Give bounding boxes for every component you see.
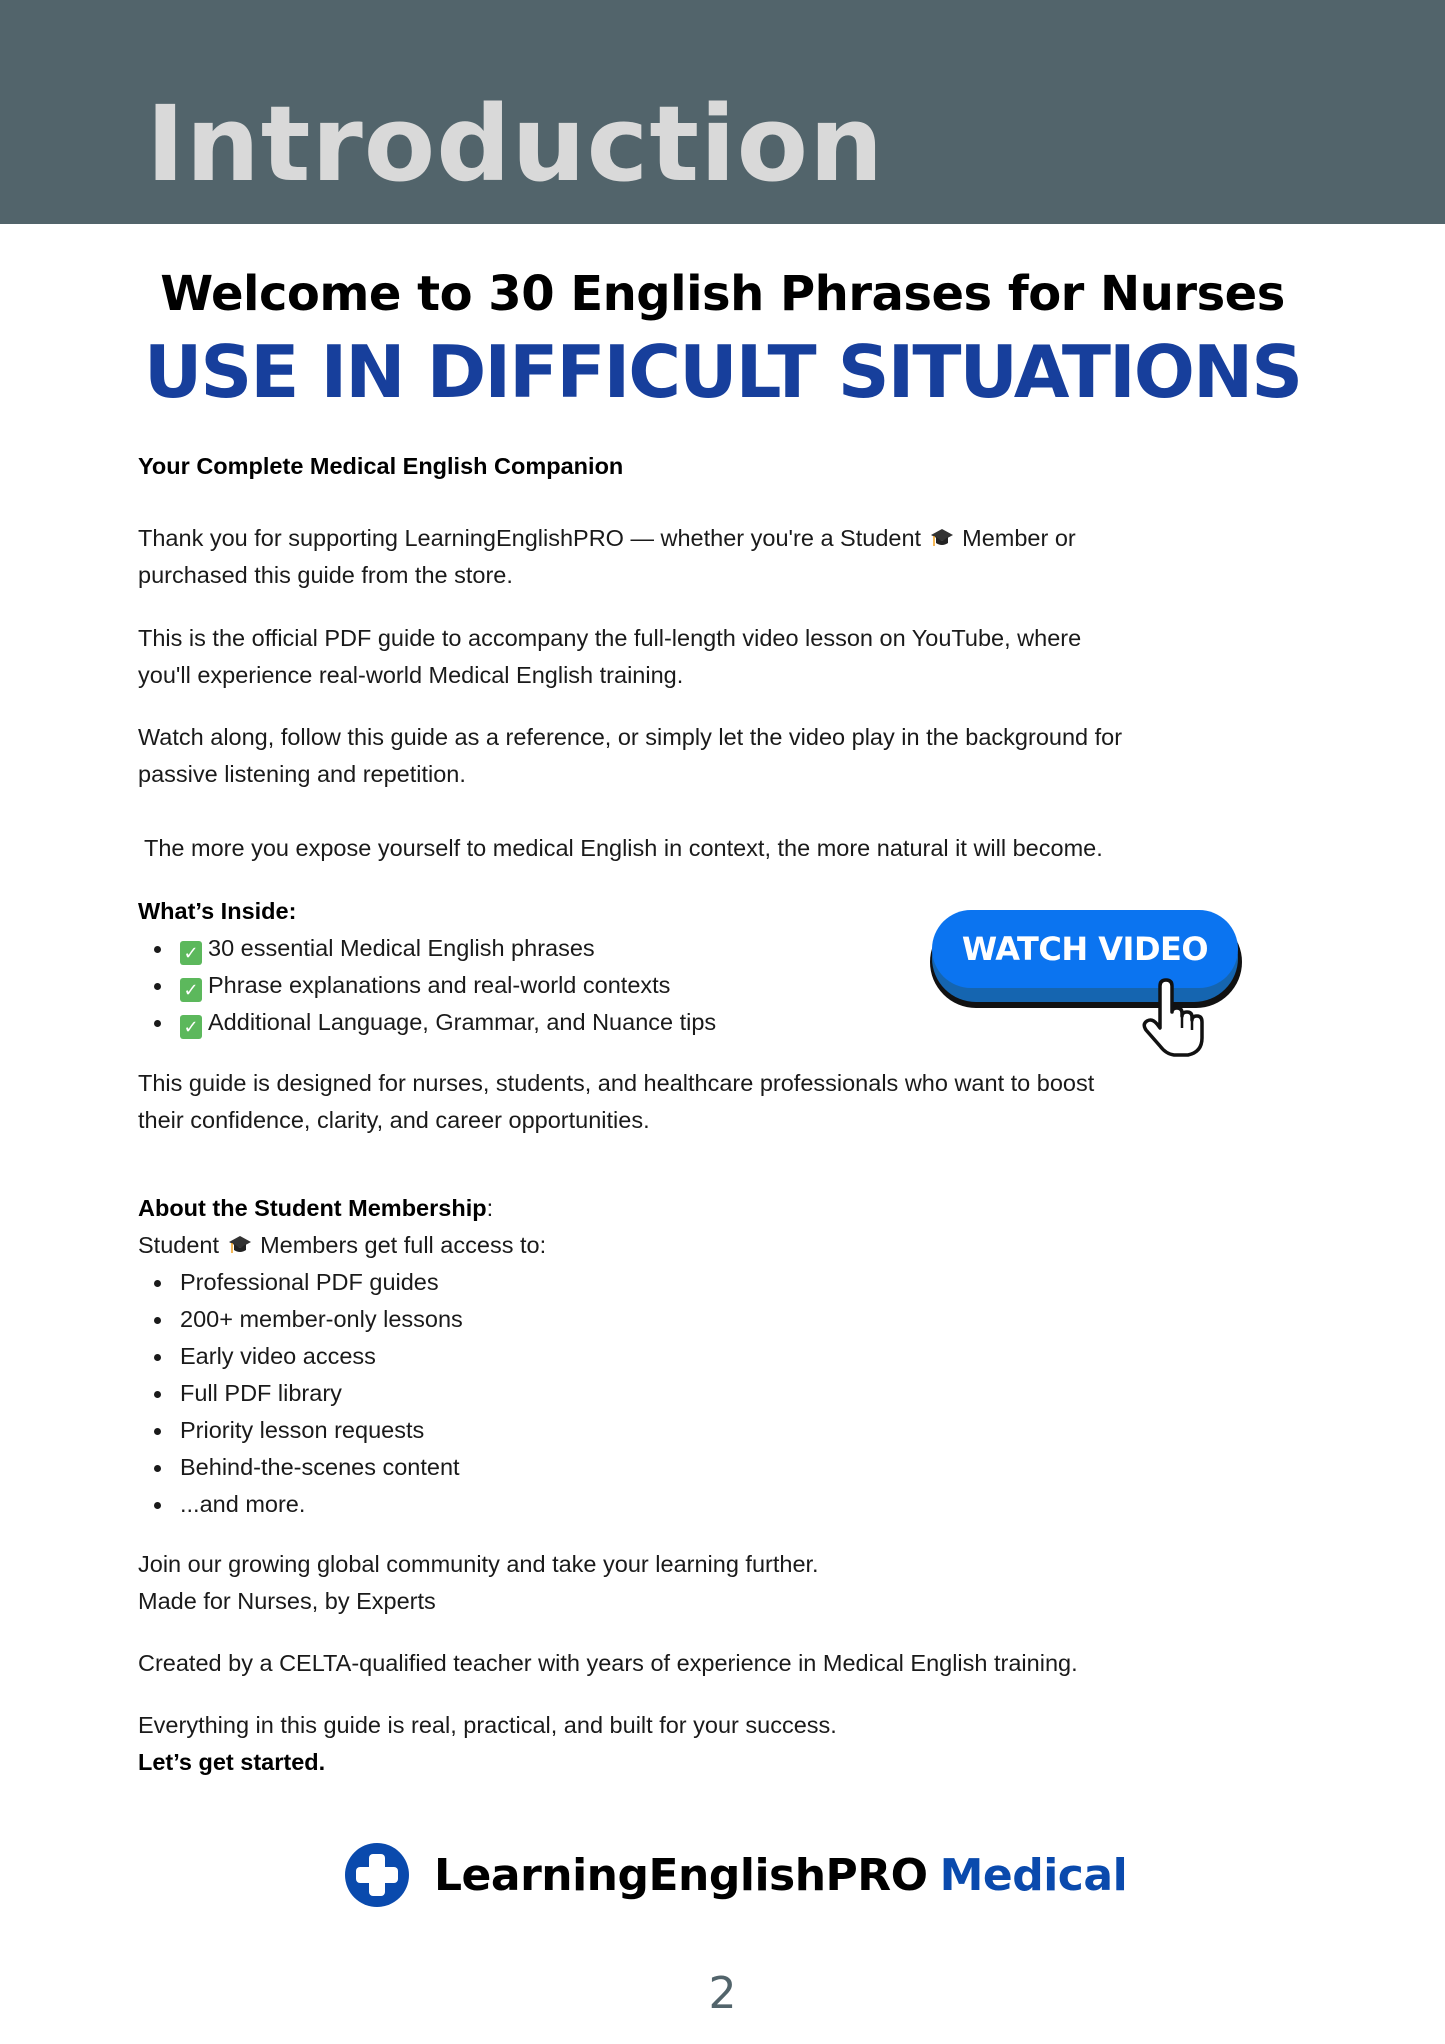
list-item: Behind-the-scenes content xyxy=(138,1449,1318,1486)
watch-video-label: WATCH VIDEO xyxy=(961,930,1209,968)
list-item: Full PDF library xyxy=(138,1375,1318,1412)
membership-benefits-list xyxy=(138,1264,1318,1523)
list-item-label: 30 essential Medical English phrases xyxy=(208,935,595,961)
membership-colon: : xyxy=(486,1195,494,1221)
companion-heading: Your Complete Medical English Companion xyxy=(138,453,624,479)
membership-intro-text-2: Members get full access to: xyxy=(260,1232,547,1258)
official-line-1: This is the official PDF guide to accompany the full-length video lesson on YouTube, where xyxy=(138,625,1082,651)
made-for-line: Made for Nurses, by Experts xyxy=(138,1588,436,1614)
join-line: Join our growing global community and take your learning further. xyxy=(138,1551,819,1577)
brand-logo-lockup xyxy=(344,1842,1127,1908)
list-item-label: Additional Language, Grammar, and Nuance tips xyxy=(208,1009,717,1035)
page-number: 2 xyxy=(708,1968,737,2019)
watch-line-1: Watch along, follow this guide as a reference, or simply let the video play in the background for xyxy=(138,724,1123,750)
official-guide-paragraph xyxy=(138,620,1318,694)
page-title: Introduction xyxy=(146,83,885,205)
everything-line: Everything in this guide is real, practical, and built for your success. xyxy=(138,1712,837,1738)
celta-paragraph: Created by a CELTA-qualified teacher with years of experience in Medical English training. xyxy=(138,1650,1078,1676)
medical-cross-icon xyxy=(344,1842,410,1908)
check-mark-icon: ✓ xyxy=(180,941,202,965)
list-item: ...and more. xyxy=(138,1486,1318,1523)
watch-line-2: passive listening and repetition. xyxy=(138,761,466,787)
brand-suffix: Medical xyxy=(939,1849,1128,1901)
list-item: Professional PDF guides xyxy=(138,1264,1318,1301)
official-line-2: you'll experience real-world Medical English training. xyxy=(138,662,684,688)
brand-name: LearningEnglishPRO xyxy=(434,1849,928,1901)
membership-intro-text-1: Student xyxy=(138,1232,220,1258)
thanks-text-3: purchased this guide from the store. xyxy=(138,562,513,588)
pointer-hand-icon xyxy=(1140,978,1210,1058)
list-item-label: Phrase explanations and real-world contexts xyxy=(208,972,671,998)
designed-line-1: This guide is designed for nurses, students, and healthcare professionals who want to boost xyxy=(138,1070,1095,1096)
closing-paragraph xyxy=(138,1707,1318,1781)
membership-intro xyxy=(138,1227,1318,1264)
subtitle: USE IN DIFFICULT SITUATIONS xyxy=(143,330,1302,414)
whats-inside-heading: What’s Inside: xyxy=(138,898,297,924)
watch-along-paragraph xyxy=(138,719,1318,793)
graduation-cap-icon xyxy=(930,526,954,550)
thanks-text-1: Thank you for supporting LearningEnglishPRO — whether you're a Student xyxy=(138,525,922,551)
designed-line-2: their confidence, clarity, and career opportunities. xyxy=(138,1107,650,1133)
thanks-paragraph xyxy=(138,520,1318,594)
designed-for-paragraph xyxy=(138,1065,1318,1139)
graduation-cap-icon xyxy=(228,1233,252,1257)
membership-heading: About the Student Membership xyxy=(138,1195,487,1221)
list-item: Early video access xyxy=(138,1338,1318,1375)
header-band xyxy=(0,0,1445,224)
check-mark-icon: ✓ xyxy=(180,1015,202,1039)
thanks-text-2: Member or xyxy=(962,525,1076,551)
welcome-title: Welcome to 30 English Phrases for Nurses xyxy=(160,266,1285,322)
community-paragraph xyxy=(138,1546,1318,1620)
check-mark-icon: ✓ xyxy=(180,978,202,1002)
exposure-paragraph: The more you expose yourself to medical English in context, the more natural it will become. xyxy=(144,835,1103,861)
list-item: 200+ member-only lessons xyxy=(138,1301,1318,1338)
lets-get-started: Let’s get started. xyxy=(138,1749,326,1775)
membership-section xyxy=(138,1190,1318,1523)
list-item: Priority lesson requests xyxy=(138,1412,1318,1449)
